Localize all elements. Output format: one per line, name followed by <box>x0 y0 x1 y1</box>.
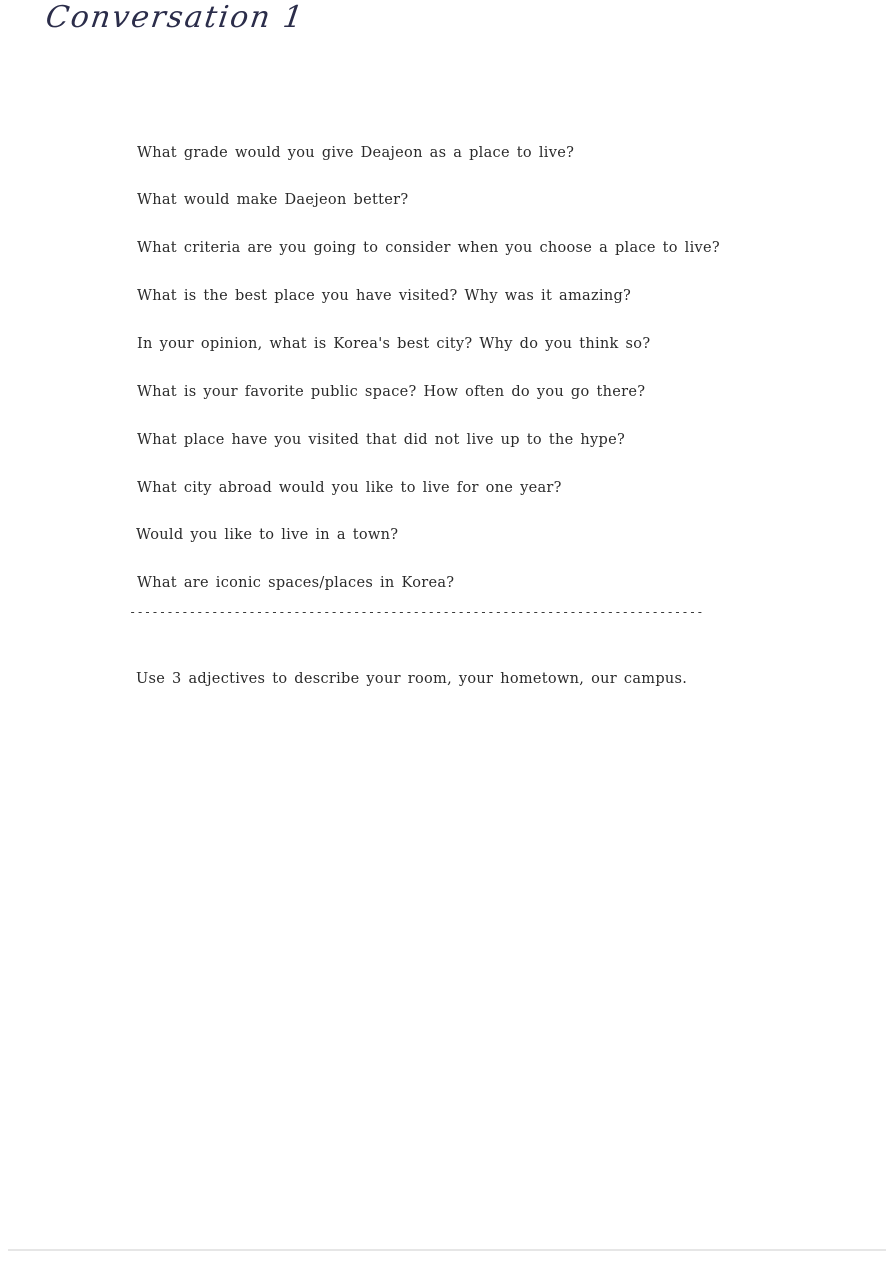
question-10: What are iconic spaces/places in Korea? <box>137 575 455 591</box>
question-8: What city abroad would you like to live for one year? <box>137 480 562 496</box>
handwritten-title: Conversation 1 <box>43 0 307 35</box>
scan-bottom-edge <box>8 1249 886 1251</box>
question-9: Would you like to live in a town? <box>136 527 399 543</box>
dashed-divider: ----------------------------------------------------------------------------- <box>129 606 704 618</box>
question-3: What criteria are you going to consider when you choose a place to live? <box>137 240 721 256</box>
question-4: What is the best place you have visited? Why was it amazing? <box>137 288 632 304</box>
question-1: What grade would you give Deajeon as a place to live? <box>137 145 575 161</box>
question-7: What place have you visited that did not live up to the hype? <box>137 432 626 448</box>
question-6: What is your favorite public space? How often do you go there? <box>137 384 646 400</box>
question-5: In your opinion, what is Korea's best city? Why do you think so? <box>137 336 651 352</box>
question-2: What would make Daejeon better? <box>137 192 409 208</box>
adjectives-prompt: Use 3 adjectives to describe your room, your hometown, our campus. <box>136 671 688 687</box>
